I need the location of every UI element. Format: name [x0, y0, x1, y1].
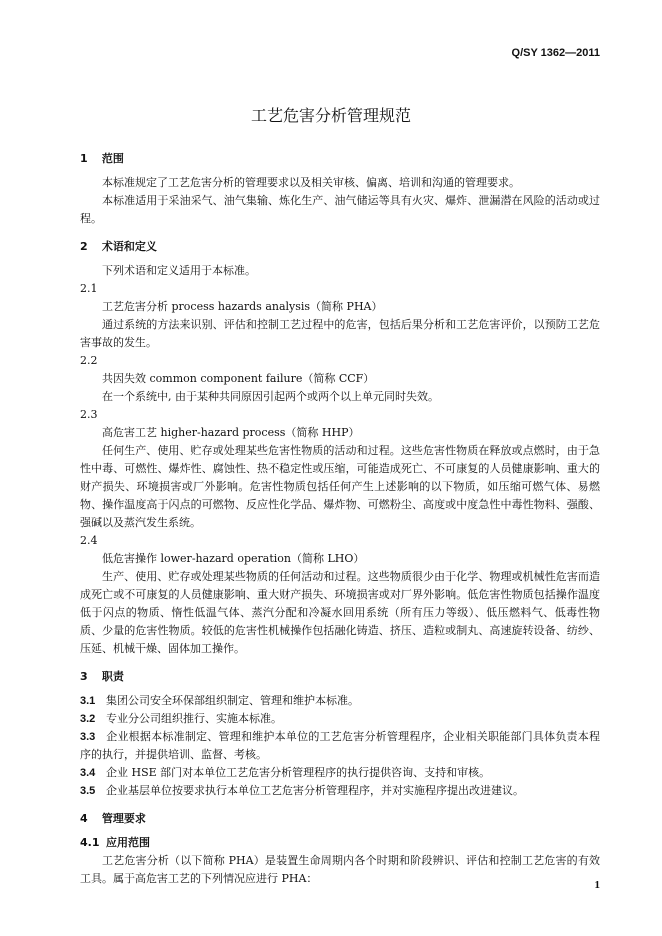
term-number: 2.3: [80, 408, 98, 421]
subsection-heading: [80, 834, 600, 852]
responsibility-item: [80, 764, 600, 782]
responsibility-item: [80, 710, 600, 728]
responsibility-item: [80, 728, 600, 764]
paragraph: 下列术语和定义适用于本标准。: [102, 264, 256, 277]
section-title: 范围: [101, 152, 124, 165]
term-number: 2.1: [80, 282, 98, 295]
term-name: 工艺危害分析 process hazards analysis（简称 PHA）: [102, 300, 383, 313]
section-title: 术语和定义: [101, 240, 157, 253]
section-number: 2: [80, 240, 88, 253]
item-number: 3.3: [80, 731, 96, 743]
section-number: 3: [80, 670, 88, 683]
section-1-heading: [80, 148, 600, 170]
section-4-heading: [80, 808, 600, 830]
term-number: 2.2: [80, 354, 98, 367]
term-definition: 任何生产、使用、贮存或处理某些危害性物质的活动和过程。这些危害性物质在释放或点燃时，由于急性中毒、可燃性、爆炸性、腐蚀性、热不稳定性或压缩，可能造成死亡、不可康复的人员健康影响、重大的财产损失、环境损害或厂外影响。危害性物质包括任何产生上述影响的以下物质，如压缩可燃气体、易燃物、操作温度高于闪点的可燃物、反应性化学品、爆炸物、可燃粉尘、高度或中度急性中毒性物料、强酸、强碱以及蒸汽发生系统。: [80, 444, 600, 529]
section-number: 4: [80, 812, 88, 825]
item-text: 企业基层单位按要求执行本单位工艺危害分析管理程序，并对实施程序提出改进建议。: [106, 784, 524, 797]
term-definition: 生产、使用、贮存或处理某些物质的任何活动和过程。这些物质很少由于化学、物理或机械性危害而造成死亡或不可康复的人员健康影响、重大财产损失、环境损害或对厂界外影响。低危害性物质包括操作温度低于闪点的物质、惰性低温气体、蒸汽分配和冷凝水回用系统（所有压力等级）、低压燃料气、低毒性物质、少量的危害性物质。较低的危害性机械操作包括融化铸造、挤压、造粒或制丸、高速旋转设备、纺纱、压延、机械干燥、固体加工操作。: [80, 570, 600, 655]
item-number: 3.1: [80, 695, 96, 707]
item-text: 专业分公司组织推行、实施本标准。: [106, 712, 282, 725]
standard-code: Q/SY 1362—2011: [511, 47, 600, 59]
section-3-heading: [80, 666, 600, 688]
section-2-heading: [80, 236, 600, 258]
item-text: 集团公司安全环保部组织制定、管理和维护本标准。: [106, 694, 359, 707]
term-number: 2.4: [80, 534, 98, 547]
section-title: 管理要求: [101, 812, 146, 825]
section-number: 1: [80, 152, 88, 165]
term-name: 共因失效 common component failure（简称 CCF）: [102, 372, 375, 385]
item-text: 企业根据本标准制定、管理和维护本单位的工艺危害分析管理程序，企业相关职能部门具体负责本程序的执行，并提供培训、监督、考核。: [80, 730, 600, 761]
term-name: 高危害工艺 higher-hazard process（简称 HHP）: [102, 426, 360, 439]
section-title: 职责: [101, 670, 124, 683]
document-title: 工艺危害分析管理规范: [250, 106, 411, 125]
term-definition: 通过系统的方法来识别、评估和控制工艺过程中的危害，包括后果分析和工艺危害评价，以预防工艺危害事故的发生。: [80, 318, 600, 349]
item-number: 3.4: [80, 767, 96, 779]
responsibility-item: [80, 782, 600, 800]
item-number: 3.2: [80, 713, 96, 725]
item-text: 企业 HSE 部门对本单位工艺危害分析管理程序的执行提供咨询、支持和审核。: [106, 766, 491, 779]
item-number: 3.5: [80, 785, 96, 797]
paragraph: 本标准适用于采油采气、油气集输、炼化生产、油气储运等具有火灾、爆炸、泄漏潜在风险的活动或过程。: [80, 194, 600, 225]
page-number: 1: [594, 879, 600, 891]
paragraph: 工艺危害分析（以下简称 PHA）是装置生命周期内各个时期和阶段辨识、评估和控制工艺危害的有效工具。属于高危害工艺的下列情况应进行 PHA：: [80, 854, 600, 885]
term-name: 低危害操作 lower-hazard operation（简称 LHO）: [102, 552, 365, 565]
term-definition: 在一个系统中, 由于某种共同原因引起两个或两个以上单元同时失效。: [102, 390, 439, 403]
responsibility-item: [80, 692, 600, 710]
subsection-title: 应用范围: [106, 836, 150, 849]
paragraph: 本标准规定了工艺危害分析的管理要求以及相关审核、偏离、培训和沟通的管理要求。: [102, 176, 520, 189]
document-body: [80, 148, 600, 888]
subsection-number: 4.1: [80, 836, 100, 849]
